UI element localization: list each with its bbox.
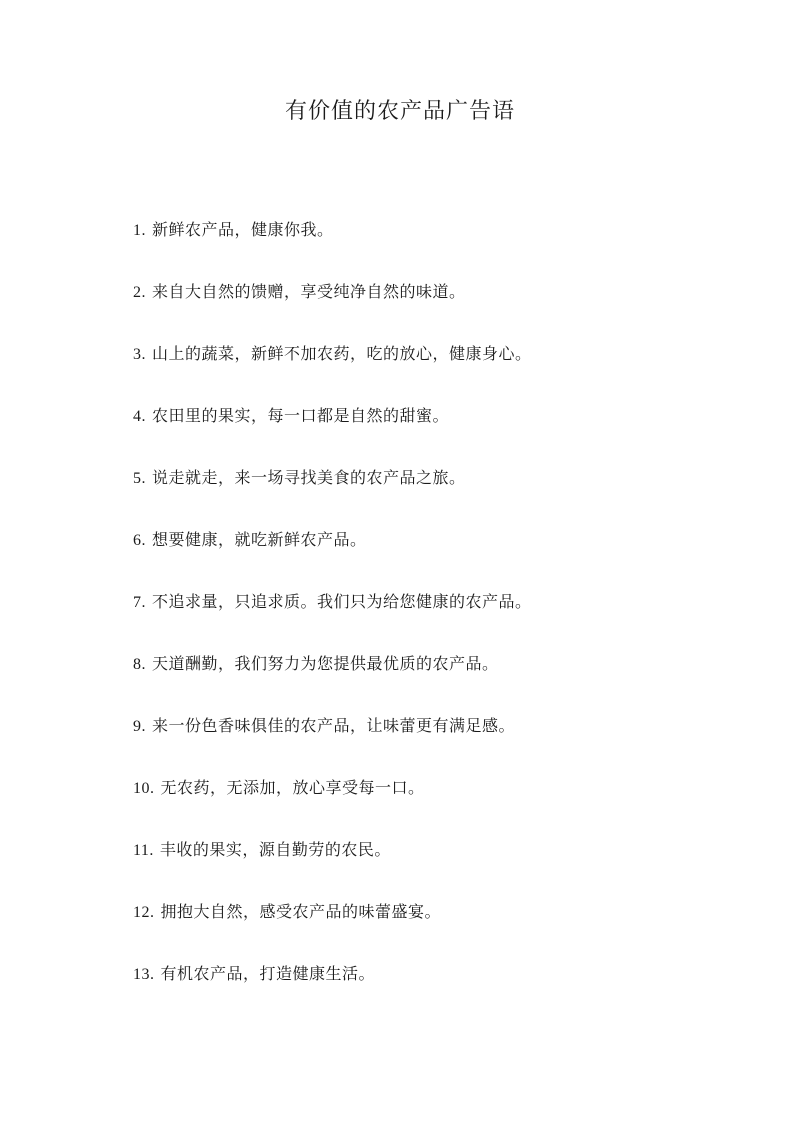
list-item xyxy=(133,278,532,340)
list-item-number: 10. xyxy=(133,780,155,797)
list-item-text: 不追求量，只追求质。我们只为给您健康的农产品。 xyxy=(152,592,532,611)
list-item xyxy=(133,216,532,278)
list-item-text: 想要健康，就吃新鲜农产品。 xyxy=(152,530,367,549)
list-item-number: 8. xyxy=(133,656,146,673)
list-item xyxy=(133,712,532,774)
list-item-number: 11. xyxy=(133,842,154,859)
list-item xyxy=(133,464,532,526)
list-item-text: 有机农产品，打造健康生活。 xyxy=(160,964,376,983)
list-item-text: 说走就走，来一场寻找美食的农产品之旅。 xyxy=(152,468,466,487)
list-item-number: 5. xyxy=(133,470,146,487)
list-item xyxy=(133,774,532,836)
list-item-text: 天道酬勤，我们努力为您提供最优质的农产品。 xyxy=(152,654,499,673)
list-item-text: 新鲜农产品，健康你我。 xyxy=(152,220,334,239)
list-item-number: 6. xyxy=(133,532,146,549)
list-item xyxy=(133,898,532,960)
list-item-text: 农田里的果实，每一口都是自然的甜蜜。 xyxy=(152,406,450,425)
list-item-number: 13. xyxy=(133,966,155,983)
list-item-number: 7. xyxy=(133,594,146,611)
list-item-number: 9. xyxy=(133,718,146,735)
list-item xyxy=(133,340,532,402)
list-item xyxy=(133,650,532,712)
list-item-text: 丰收的果实，源自勤劳的农民。 xyxy=(159,840,391,859)
list-item-number: 12. xyxy=(133,904,155,921)
list-item xyxy=(133,836,532,898)
slogan-list xyxy=(133,216,532,1022)
list-item-number: 2. xyxy=(133,284,146,301)
list-item-number: 1. xyxy=(133,222,146,239)
list-item xyxy=(133,526,532,588)
list-item-text: 无农药，无添加，放心享受每一口。 xyxy=(160,778,425,797)
list-item-text: 山上的蔬菜，新鲜不加农药，吃的放心，健康身心。 xyxy=(152,344,532,363)
list-item-number: 4. xyxy=(133,408,146,425)
list-item-text: 来一份色香味俱佳的农产品，让味蕾更有满足感。 xyxy=(152,716,516,735)
list-item xyxy=(133,402,532,464)
list-item-text: 来自大自然的馈赠，享受纯净自然的味道。 xyxy=(152,282,466,301)
document-title: 有价值的农产品广告语 xyxy=(284,99,515,124)
list-item-text: 拥抱大自然，感受农产品的味蕾盛宴。 xyxy=(160,902,442,921)
list-item xyxy=(133,960,532,1022)
list-item xyxy=(133,588,532,650)
list-item-number: 3. xyxy=(133,346,146,363)
